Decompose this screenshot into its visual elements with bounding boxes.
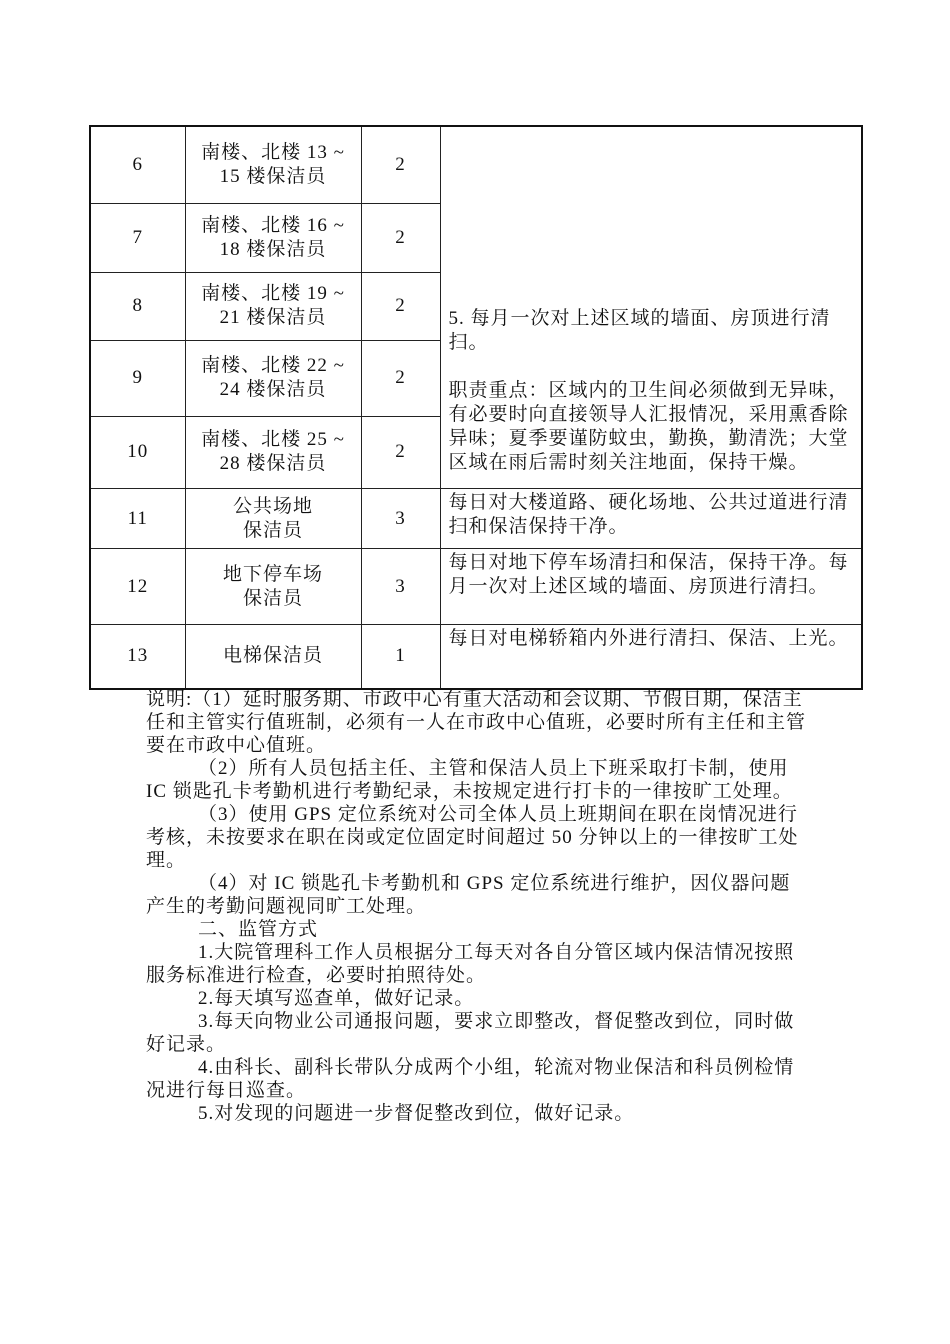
duty-text: 5. 每月一次对上述区域的墙面、房顶进行清扫。 [448, 308, 831, 353]
post-name: 南楼、北楼 19 ~ 21 楼保洁员 [185, 272, 361, 340]
post-name: 南楼、北楼 25 ~ 28 楼保洁员 [185, 416, 361, 488]
note-paragraph: （3）使用 GPS 定位系统对公司全体人员上班期间在职在岗情况进行考核，未按要求在职在岗或定位固定时间超过 50 分钟以上的一律按旷工处理。 [146, 804, 799, 871]
table-row [90, 625, 862, 689]
note-paragraph: 4.由科长、副科长带队分成两个小组，轮流对物业保洁和科员例检情况进行每日巡查。 [146, 1057, 795, 1101]
duty-focus-text: 职责重点：区域内的卫生间必须做到无异味，有必要时向直接领导人汇报情况，采用熏香除异味；夏季要谨防蚊虫，勤换，勤清洗；大堂区域在雨后需时刻关注地面，保持干燥。 [448, 380, 849, 473]
note-paragraph: 1.大院管理科工作人员根据分工每天对各自分管区域内保洁情况按照服务标准进行检查，必要时拍照待处。 [146, 942, 795, 986]
table-row [90, 549, 862, 625]
note-paragraph: （2）所有人员包括主任、主管和保洁人员上下班采取打卡制，使用 IC 锁匙孔卡考勤机进行考勤纪录，未按规定进行打卡的一律按旷工处理。 [146, 758, 793, 802]
table-row [90, 126, 862, 203]
duty-text: 每日对地下停车场清扫和保洁，保持干净。每月一次对上述区域的墙面、房顶进行清扫。 [440, 549, 862, 625]
post-name: 电梯保洁员 [185, 625, 361, 689]
staff-count: 1 [361, 625, 440, 689]
note-paragraph: （4）对 IC 锁匙孔卡考勤机和 GPS 定位系统进行维护，因仪器问题产生的考勤问题视同旷工处理。 [146, 873, 791, 917]
post-name: 南楼、北楼 16 ~ 18 楼保洁员 [185, 203, 361, 272]
post-name: 地下停车场 保洁员 [185, 549, 361, 625]
post-name: 南楼、北楼 22 ~ 24 楼保洁员 [185, 340, 361, 416]
row-number: 9 [90, 340, 185, 416]
row-number: 10 [90, 416, 185, 488]
notes-section [146, 688, 810, 1125]
row-number: 7 [90, 203, 185, 272]
staff-count: 2 [361, 340, 440, 416]
row-number: 6 [90, 126, 185, 203]
staff-count: 2 [361, 203, 440, 272]
staff-count: 3 [361, 489, 440, 549]
staffing-table [89, 125, 863, 690]
section-heading: 二、监管方式 [198, 919, 319, 940]
note-paragraph: 3.每天向物业公司通报问题，要求立即整改，督促整改到位，同时做好记录。 [146, 1011, 795, 1055]
post-name: 南楼、北楼 13 ~ 15 楼保洁员 [185, 126, 361, 203]
table-row [90, 489, 862, 549]
staff-count: 2 [361, 272, 440, 340]
row-number: 11 [90, 489, 185, 549]
duty-text: 每日对大楼道路、硬化场地、公共过道进行清扫和保洁保持干净。 [440, 489, 862, 549]
duty-text: 每日对电梯轿箱内外进行清扫、保洁、上光。 [440, 625, 862, 689]
row-number: 12 [90, 549, 185, 625]
row-number: 13 [90, 625, 185, 689]
staff-count: 2 [361, 126, 440, 203]
note-paragraph: 说明:（1）延时服务期、市政中心有重大活动和会议期、节假日期，保洁主任和主管实行值班制，必须有一人在市政中心值班，必要时所有主任和主管要在市政中心值班。 [146, 689, 807, 756]
staff-count: 2 [361, 416, 440, 488]
note-paragraph: 2.每天填写巡查单，做好记录。 [198, 988, 475, 1009]
note-paragraph: 5.对发现的问题进一步督促整改到位，做好记录。 [198, 1103, 635, 1124]
row-number: 8 [90, 272, 185, 340]
shared-duty-cell [440, 126, 862, 489]
post-name: 公共场地 保洁员 [185, 489, 361, 549]
staff-count: 3 [361, 549, 440, 625]
